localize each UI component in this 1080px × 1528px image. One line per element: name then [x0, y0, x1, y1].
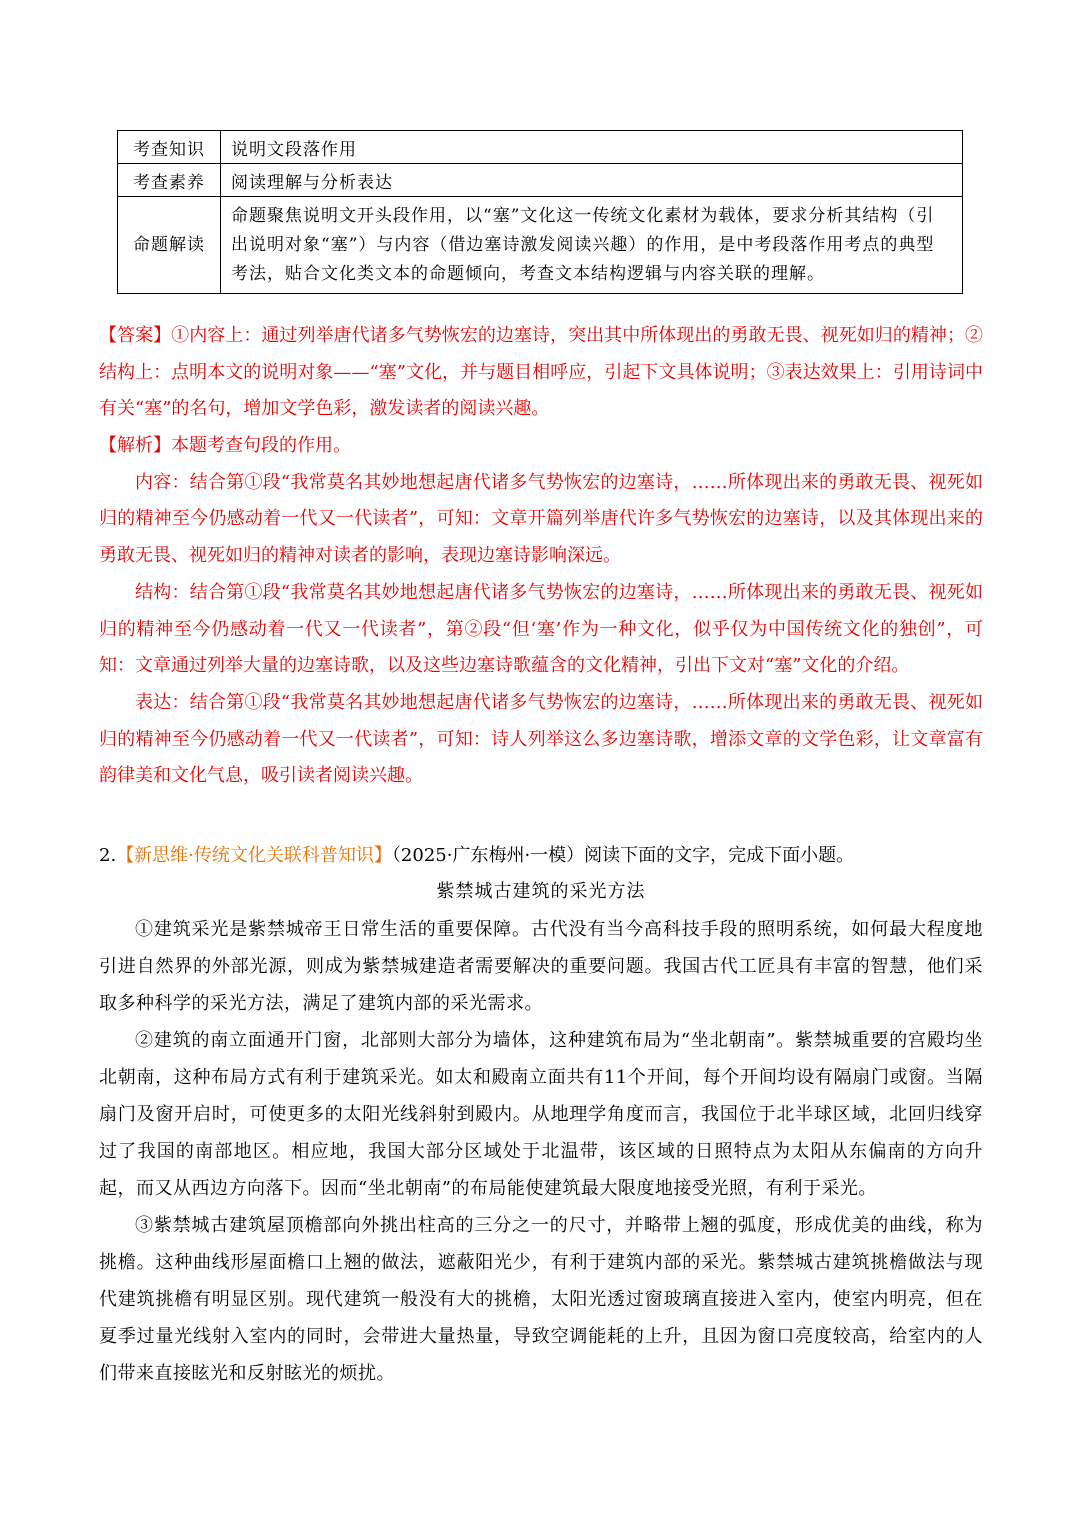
table-key: 考查素养	[118, 164, 221, 197]
question-2-header	[99, 838, 983, 874]
answer-label: 【答案】	[99, 325, 172, 346]
article-title: 紫禁城古建筑的采光方法	[436, 881, 646, 902]
table-value: 说明文段落作用	[221, 131, 963, 164]
table-key: 命题解读	[118, 197, 221, 294]
analysis-block	[99, 428, 983, 795]
question-number: 2.	[99, 845, 117, 866]
analysis-label: 【解析】	[99, 435, 171, 456]
article-paragraph: ②建筑的南立面通开门窗，北部则大部分为墙体，这种建筑布局为“坐北朝南”。紫禁城重要的宫殿均坐北朝南，这种布局方式有利于建筑采光。如太和殿南立面共有11个开间，每个开间均设有隔扇门或窗。当隔扇门及窗开启时，可使更多的太阳光线斜射到殿内。从地理学角度而言，我国位于北半球区域，北回归线穿过了我国的南部地区。相应地，我国大部分区域处于北温带，该区域的日照特点为太阳从东偏南的方向升起，而又从西边方向落下。因而“坐北朝南”的布局能使建筑最大限度地接受光照，有利于采光。	[99, 1030, 983, 1199]
question-tag: 【新思维·传统文化关联科普知识】	[116, 845, 392, 866]
table-key: 考查知识	[118, 131, 221, 164]
article-paragraph: ①建筑采光是紫禁城帝王日常生活的重要保障。古代没有当今高科技手段的照明系统，如何最大程度地引进自然界的外部光源，则成为紫禁城建造者需要解决的重要问题。我国古代工匠具有丰富的智慧，他们采取多种科学的采光方法，满足了建筑内部的采光需求。	[99, 919, 983, 1014]
table-row	[118, 164, 963, 197]
table-row	[118, 131, 963, 164]
table-row	[118, 197, 963, 294]
exam-info-table	[117, 130, 963, 294]
table-value: 阅读理解与分析表达	[221, 164, 963, 197]
analysis-intro: 本题考查句段的作用。	[171, 435, 351, 456]
analysis-paragraph: 表达：结合第①段“我常莫名其妙地想起唐代诸多气势恢宏的边塞诗，……所体现出来的勇敢无畏、视死如归的精神至今仍感动着一代又一代读者”，可知：诗人列举这么多边塞诗歌，增添文章的文学色彩，让文章富有韵律美和文化气息，吸引读者阅读兴趣。	[99, 691, 983, 787]
answer-text: ①内容上：通过列举唐代诸多气势恢宏的边塞诗，突出其中所体现出的勇敢无畏、视死如归的精神；②结构上：点明本文的说明对象——“塞”文化，并与题目相呼应，引起下文具体说明；③表达效果上：引用诗词中有关“塞”的名句，增加文学色彩，激发读者的阅读兴趣。	[99, 325, 984, 420]
question-source: （2025·广东梅州·一模）阅读下面的文字，完成下面小题。	[391, 845, 855, 866]
table-value: 命题聚焦说明文开头段作用，以“塞”文化这一传统文化素材为载体，要求分析其结构（引出说明对象“塞”）与内容（借边塞诗激发阅读兴趣）的作用，是中考段落作用考点的典型考法，贴合文化类文本的命题倾向，考查文本结构逻辑与内容关联的理解。	[221, 197, 963, 294]
article-paragraph: ③紫禁城古建筑屋顶檐部向外挑出柱高的三分之一的尺寸，并略带上翘的弧度，形成优美的曲线，称为挑檐。这种曲线形屋面檐口上翘的做法，遮蔽阳光少，有利于建筑内部的采光。紫禁城古建筑挑檐做法与现代建筑挑檐有明显区别。现代建筑一般没有大的挑檐，太阳光透过窗玻璃直接进入室内，使室内明亮，但在夏季过量光线射入室内的同时，会带进大量热量，导致空调能耗的上升，且因为窗口亮度较高，给室内的人们带来直接眩光和反射眩光的烦扰。	[99, 1215, 983, 1384]
article-body	[99, 911, 983, 1392]
analysis-paragraph: 结构：结合第①段“我常莫名其妙地想起唐代诸多气势恢宏的边塞诗，……所体现出来的勇敢无畏、视死如归的精神至今仍感动着一代又一代读者”，第②段“但‘塞’作为一种文化，似乎仅为中国传统文化的独创”，可知：文章通过列举大量的边塞诗歌，以及这些边塞诗歌蕴含的文化精神，引出下文对“塞”文化的介绍。	[99, 581, 983, 677]
analysis-paragraph: 内容：结合第①段“我常莫名其妙地想起唐代诸多气势恢宏的边塞诗，……所体现出来的勇敢无畏、视死如归的精神至今仍感动着一代又一代读者”，可知：文章开篇列举唐代许多气势恢宏的边塞诗，以及其体现出来的勇敢无畏、视死如归的精神对读者的影响，表现边塞诗影响深远。	[99, 471, 983, 567]
answer-block	[99, 318, 983, 428]
